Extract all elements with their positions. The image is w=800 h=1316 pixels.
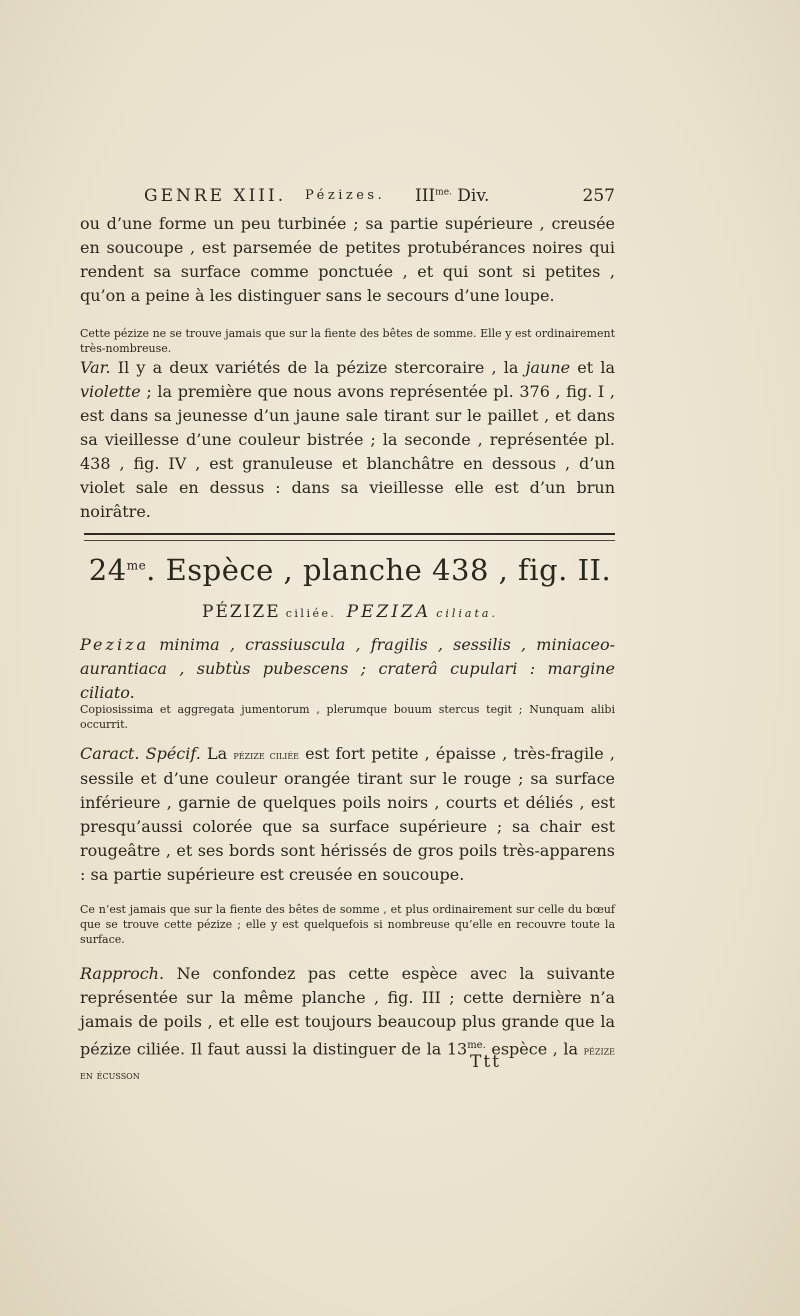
- running-header: [80, 186, 615, 212]
- caract-label: Caract. Spécif.: [80, 744, 201, 763]
- paragraph-characters: Caract. Spécif. La pézize ciliée est fort petite , épaisse , très-fragile , sessile et d’une couleur orangée tirant sur le rouge ; sa surface inférieure , garnie de quelques poils noirs , courts et déliés , est presqu’aussi colorée que sa surface supérieure ; sa chair est rougeâtre , et ses bords sont hérissés de gros poils très-apparens : sa partie supérieure est creusée en soucoupe.: [80, 744, 616, 884]
- var-label: Var.: [80, 358, 111, 377]
- page-number: 257: [582, 186, 615, 206]
- latin-diagnosis: Peziza minima , crassiuscula , fragilis , sessilis , miniaceo-aurantiaca , subtùs pubescens ; craterâ cupulari : margine ciliato.: [80, 635, 615, 702]
- header-division: $III^{me.}$ Div.: [415, 186, 490, 206]
- note-3: Ce n’est jamais que sur la fiente des bêtes de somme , et plus ordinairement sur celle du bœuf que se trouve cette pézize ; elle y est quelquefois si nombreuse qu’elle en recouvre toute la surface.: [80, 903, 615, 946]
- header-genre: GENRE XIII.: [144, 186, 287, 206]
- header-pezizes: Pézizes.: [305, 188, 386, 203]
- paragraph-varieties: Var. Il y a deux variétés de la pézize stercoraire , la jaune et la violette ; la première que nous avons représentée pl. 376 , fig. I , est dans sa jeunesse d’un jaune sale tirant sur le paillet , et dans sa vieillesse d’une couleur bistrée ; la seconde , représentée pl. 438 , fig. IV , est granuleuse et blanchâtre en dessous , d’un violet sale en dessus : dans sa vieillesse elle est d’un brun noirâtre.: [80, 358, 615, 521]
- species-names: PÉZIZE ciliée. PEZIZA ciliata.: [202, 602, 498, 622]
- note-1: Cette pézize ne se trouve jamais que sur la fiente des bêtes de somme. Elle y est ordinairement très-nombreuse.: [80, 327, 615, 355]
- note-2: Copiosissima et aggregata jumentorum , plerumque bouum stercus tegit ; Nunquam alibi occurrit.: [80, 703, 615, 731]
- rapproch-label: Rapproch.: [80, 964, 165, 983]
- section-rule: [84, 533, 615, 541]
- paragraph-1: ou d’une forme un peu turbinée ; sa partie supérieure , creusée en soucoupe , est parsemée de petites protubérances noires qui rendent sa surface comme ponctuée , et qui sont si petites , qu’on a peine à les distinguer sans le secours d’une loupe.: [80, 214, 615, 305]
- species-title: $24^{me}$. Espèce , planche 438 , fig. II.: [88, 553, 612, 587]
- signature-mark: Ttt: [470, 1052, 502, 1072]
- paragraph-rapproch: Rapproch. Ne confondez pas cette espèce avec la suivante représentée sur la même planche , fig. III ; cette dernière n’a jamais de poils , et elle est toujours beaucoup plus grande que la pézize ciliée. Il faut aussi la distinguer de la $13^{me.}$ espèce , la pézize en écusson: [80, 964, 616, 1083]
